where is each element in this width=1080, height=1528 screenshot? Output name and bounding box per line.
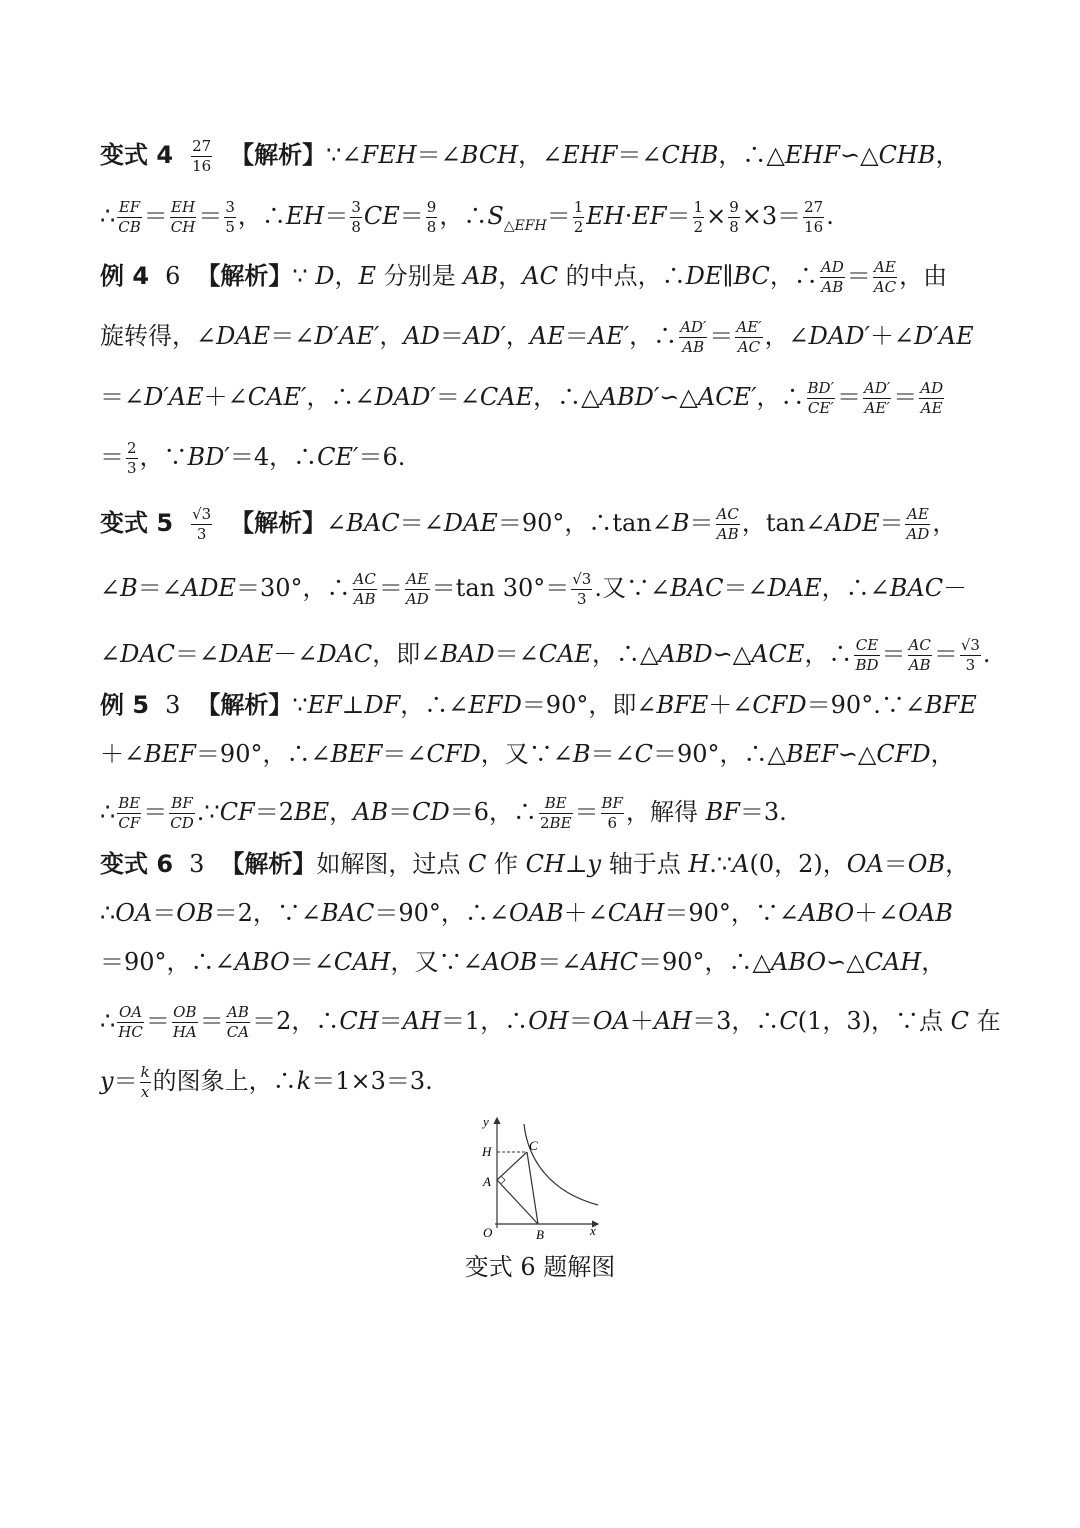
- example-4-line-1: 例 4 6 【解析】∵ D，E 分别是 AB，AC 的中点，∴DE∥BC，∴ $\frac{AD}{AB}$ ＝ $\frac{AE}{AC}$ ，由: [100, 258, 948, 296]
- variant-6-line-4: ∴ $\frac{OA}{HC}$ ＝ $\frac{OB}{HA}$ ＝ $\frac{AB}{CA}$ ＝2，∴CH＝AH＝1，∴OH＝OA＋AH＝3，∴C(1，3)，∵点 C 在: [100, 1003, 1001, 1041]
- example-4-line-4: ＝ $\frac{2}{3}$ ，∵BD′＝4，∴CE′＝6.: [100, 439, 406, 477]
- example-5-line-3: ∴ $\frac{BE}{CF}$ ＝ $\frac{BF}{CD}$ .∵CF＝2BE，AB＝CD＝6，∴ $\frac{BE}{2BE}$ ＝ $\frac{BF}{6}$ ，解得 BF＝3.: [100, 794, 787, 832]
- variant-4-line-1: 变式 4 $\frac{27}{16}$ 【解析】∵∠FEH＝∠BCH，∠EHF＝∠CHB，∴△EHF∽△CHB，: [100, 137, 960, 175]
- label-y: y: [483, 1114, 489, 1129]
- example-4-label: 例 4: [100, 262, 150, 290]
- variant-5-line-3: ∠DAC＝∠DAE－∠DAC，即∠BAD＝∠CAE，∴△ABD∽△ACE，∴ $\frac{CE}{BD}$ ＝ $\frac{AC}{AB}$ ＝ $\frac{√3}{3}$ .: [100, 636, 991, 674]
- variant-6-tag: 【解析】: [220, 850, 317, 878]
- variant-5-answer: $\frac{√3}{3}$: [192, 505, 212, 543]
- variant-5-label: 变式 5: [100, 509, 174, 537]
- variant-5-line-2: ∠B＝∠ADE＝30°，∴ $\frac{AC}{AB}$ ＝ $\frac{AE}{AD}$ ＝tan 30°＝ $\frac{√3}{3}$ .又∵∠BAC＝∠DAE，∴∠BAC－: [100, 570, 968, 608]
- example-4-tag: 【解析】: [196, 262, 293, 290]
- variant-5-tag: 【解析】: [230, 509, 327, 537]
- variant-4-label: 变式 4: [100, 141, 174, 169]
- variant-5-line-1: 变式 5 $\frac{√3}{3}$ 【解析】∠BAC＝∠DAE＝90°，∴tan∠B＝ $\frac{AC}{AB}$ ，tan∠ADE＝ $\frac{AE}{AD}$ ，: [100, 505, 957, 543]
- right-angle-mark: [501, 1176, 505, 1184]
- example-4-answer: 6: [165, 262, 181, 290]
- variant-6-answer: 3: [189, 850, 205, 878]
- variant-6-figure: [470, 1110, 610, 1245]
- example-5-line-2: ＋∠BEF＝90°，∴∠BEF＝∠CFD，又∵∠B＝∠C＝90°，∴△BEF∽△CFD，: [100, 740, 955, 768]
- example-5-answer: 3: [165, 691, 181, 719]
- example-4-line-3: ＝∠D′AE＋∠CAE′，∴∠DAD′＝∠CAE，∴△ABD′∽△ACE′，∴ $\frac{BD'}{CE'}$ ＝ $\frac{AD'}{AE'}$ ＝ $\frac{AD}{AE}$: [100, 379, 944, 417]
- example-5-label: 例 5: [100, 691, 150, 719]
- variant-4-tag: 【解析】: [230, 141, 327, 169]
- variant-6-line-1: 变式 6 3 【解析】如解图，过点 C 作 CH⊥y 轴于点 H.∵A(0，2)，OA＝OB，: [100, 850, 970, 878]
- label-c: C: [529, 1138, 538, 1153]
- label-a: A: [483, 1174, 491, 1189]
- example-5-line-1: 例 5 3 【解析】∵EF⊥DF，∴∠EFD＝90°，即∠BFE＋∠CFD＝90°.∵∠BFE: [100, 691, 977, 719]
- variant-4-answer: $\frac{27}{16}$: [192, 137, 212, 175]
- variant-6-line-3: ＝90°，∴∠ABO＝∠CAH，又∵∠AOB＝∠AHC＝90°，∴△ABO∽△CAH，: [100, 948, 946, 976]
- label-b: B: [536, 1227, 544, 1242]
- variant-6-line-2: ∴OA＝OB＝2，∵∠BAC＝90°，∴∠OAB＋∠CAH＝90°，∵∠ABO＋∠OAB: [100, 899, 953, 927]
- example-5-tag: 【解析】: [196, 691, 293, 719]
- hyperbola-curve: [524, 1124, 598, 1205]
- label-o: O: [483, 1225, 493, 1240]
- segment-ac: [497, 1152, 527, 1180]
- example-4-line-2: 旋转得，∠DAE＝∠D′AE′，AD＝AD′，AE＝AE′，∴ $\frac{AD'}{AB}$ ＝ $\frac{AE'}{AC}$ ，∠DAD′＋∠D′AE: [100, 318, 974, 356]
- variant-6-label: 变式 6: [100, 850, 174, 878]
- variant-6-line-5: y＝ $\frac{k}{x}$ 的图象上，∴k＝1×3＝3.: [100, 1063, 433, 1101]
- label-x: x: [590, 1223, 596, 1238]
- variant-4-line-2: ∴ $\frac{EF}{CB}$ ＝ $\frac{EH}{CH}$ ＝ $\frac{3}{5}$ ，∴EH＝ $\frac{3}{8}$ CE＝ $\frac{9}{8}$ ，$\therefore S_{\triangle EFH}=$ $\frac{1}{2}$ EH·EF＝ $\frac{1}{2}$ × $\frac{9}{8}$ ×3＝ $\frac{27}{16}$ .: [100, 198, 834, 236]
- figure-caption: 变式 6 题解图: [464, 1253, 616, 1281]
- label-h: H: [482, 1144, 492, 1159]
